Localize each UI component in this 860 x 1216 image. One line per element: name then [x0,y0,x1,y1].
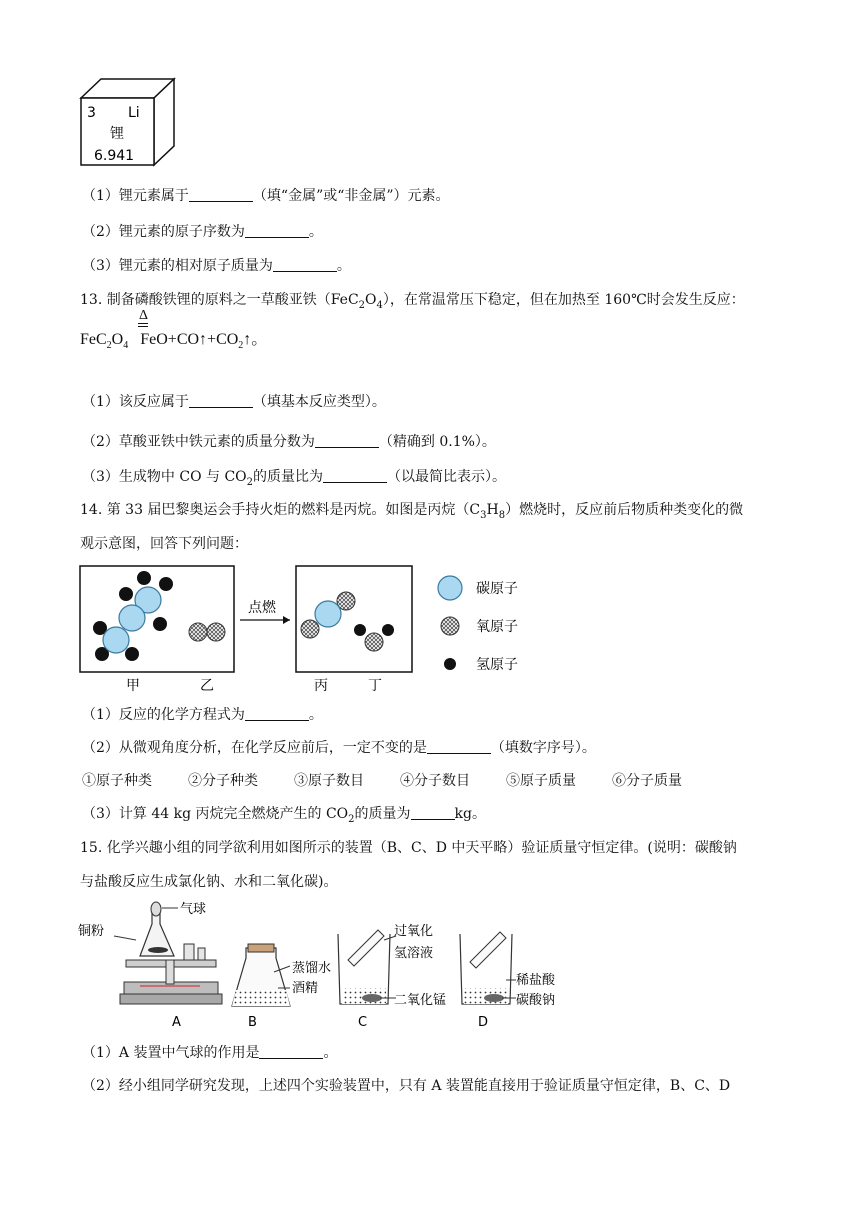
lithium-element-tile [78,76,182,168]
q15-part1: （1）A 装置中气球的作用是 。 [82,1045,338,1061]
q13-stem: 13. 制备磷酸铁锂的原料之一草酸亚铁$(FeC_2O_4)$，在常温常压下稳定，但在加热至 160℃时会发生反应： [80,292,745,311]
q12-part1: （1）锂元素属于 （填“金属”或“非金属”）元素。 [82,188,450,204]
q13-part2: （2）草酸亚铁中铁元素的质量分数为 （精确到 0.1%）。 [82,434,496,450]
label-sodium-carbonate: 碳酸钠 [516,993,556,1008]
q13-part3: （3）生成物中 CO 与 $CO_2$的质量比为 （以最简比表示）。 [82,469,507,488]
caption-d: D [478,1015,489,1030]
answer-blank[interactable] [427,739,491,754]
element-atomic-mass: 6.941 [94,148,135,164]
caption-a: A [172,1015,181,1030]
element-name: 锂 [110,126,124,142]
element-symbol: Li [128,105,140,121]
legend-carbon: 碳原子 [476,581,518,597]
option-1: ①原子种类 [82,773,152,789]
q14-stem-line2: 观示意图，回答下列问题： [80,536,248,552]
caption-c: C [358,1015,368,1030]
q14-options [82,771,682,791]
propane-combustion-diagram [78,562,538,696]
caption-b: B [248,1015,257,1030]
q14-part1: （1）反应的化学方程式为 。 [82,707,323,723]
label-distilled-water: 蒸馏水 [292,961,332,976]
answer-blank[interactable] [259,1044,323,1059]
label-balloon: 气球 [180,902,207,917]
label-alcohol: 酒精 [292,981,319,996]
q13-part1: （1）该反应属于 （填基本反应类型）。 [82,394,386,410]
legend-hydrogen: 氢原子 [476,657,518,673]
q12-part2: （2）锂元素的原子序数为 。 [82,224,323,240]
apparatus-a [78,901,222,1030]
diagram-legend [438,576,518,673]
mass-conservation-apparatus [78,900,578,1034]
option-4: ④分子数目 [400,773,470,789]
answer-blank[interactable] [245,223,309,238]
q15-stem-line2: 与盐酸反应生成氯化钠、水和二氧化碳)。 [80,874,338,890]
after-reaction-box [296,566,412,672]
option-2: ②分子种类 [188,773,258,789]
answer-blank[interactable] [189,187,253,202]
apparatus-c [338,923,446,1030]
label-bing: 丙 [314,678,328,694]
option-5: ⑤原子质量 [506,773,576,789]
label-hydrogen-peroxide-2: 氢溶液 [394,946,434,961]
answer-blank[interactable] [189,393,253,408]
label-hydrogen-peroxide-1: 过氧化 [394,924,434,939]
label-manganese-dioxide: 二氧化锰 [394,993,447,1008]
reaction-equation: $FeC_2O_4$ $FeO+CO↑+CO_2↑$。 Δ [80,308,268,352]
equation-bar [138,323,148,324]
label-jia: 甲 [126,678,140,694]
apparatus-d [460,932,556,1030]
answer-blank[interactable] [245,706,309,721]
q12-part3: （3）锂元素的相对原子质量为 。 [82,258,351,274]
answer-blank[interactable] [411,805,455,820]
q14-part3: （3）计算 44 kg 丙烷完全燃烧产生的 $CO_2$的质量为 kg。 [82,806,486,825]
label-dilute-hcl: 稀盐酸 [516,973,556,988]
arrow-label: 点燃 [248,600,276,616]
q14-part2: （2）从微观角度分析，在化学反应前后，一定不变的是 （填数字序号）。 [82,740,596,756]
answer-blank[interactable] [273,257,337,272]
heat-symbol: Δ [139,308,149,323]
q15-stem-line1: 15. 化学兴趣小组的同学欲利用如图所示的装置（B、C、D 中天平略）验证质量守恒定律。(说明：碳酸钠 [80,840,737,856]
legend-oxygen: 氧原子 [476,619,518,635]
label-copper-powder: 铜粉 [78,924,105,939]
q14-stem-line1: 14. 第 33 届巴黎奥运会手持火炬的燃料是丙烷。如图是丙烷$(C_3H_8)$燃烧时，反应前后物质种类变化的微 [80,502,744,521]
label-yi: 乙 [200,678,214,694]
q15-part2: （2）经小组同学研究发现，上述四个实验装置中，只有 A 装置能直接用于验证质量守恒定律，B、C、D [82,1078,731,1094]
option-3: ③原子数目 [294,773,364,789]
apparatus-b [232,944,331,1030]
label-ding: 丁 [368,678,382,694]
option-6: ⑥分子质量 [612,773,682,789]
answer-blank[interactable] [315,433,379,448]
answer-blank[interactable] [323,468,387,483]
element-atomic-number: 3 [87,105,96,121]
